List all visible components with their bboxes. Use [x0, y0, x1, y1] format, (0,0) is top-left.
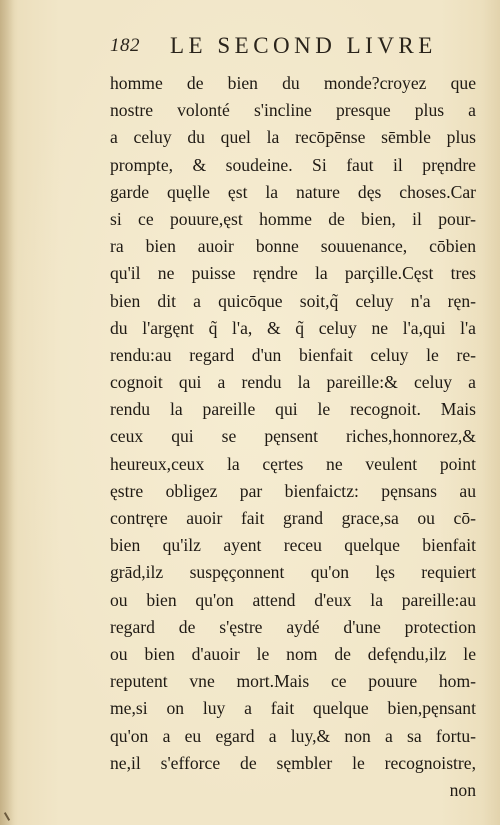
text-line: nostre volonté s'incline presque plus a — [110, 100, 476, 121]
body-text — [110, 70, 476, 804]
text-line: prompte, & soudeine. Si faut il pręndre — [110, 154, 476, 175]
text-line: heureux,ceux la cęrtes ne veulent point — [110, 453, 476, 474]
text-line: ne,il s'efforce de sęmbler le recognoistre, — [110, 752, 476, 773]
text-line: ra bien auoir bonne souuenance, cōbien — [110, 236, 476, 257]
text-line: regard de s'ęstre aydé d'une protection — [110, 616, 476, 637]
text-line: ęstre obligez par bienfaictz: pęnsans au — [110, 480, 476, 501]
text-line: cognoit qui a rendu la pareille:& celuy a — [110, 372, 476, 393]
text-line: bien dit a quicōque soit,q̃ celuy n'a ręn- — [110, 290, 476, 311]
text-line: grād,ilz suspęçonnent qu'on lęs requiert — [110, 562, 476, 583]
text-line: ou bien d'auoir le nom de defęndu,ilz le — [110, 643, 476, 664]
text-line: qu'il ne puisse ręndre la parçille.Cęst tres — [110, 263, 476, 284]
text-line: me,si on luy a fait quelque bien,pęnsant — [110, 698, 476, 719]
text-line: reputent vne mort.Mais ce pouure hom- — [110, 671, 476, 692]
page-number: 182 — [110, 35, 140, 56]
text-line: du l'argęnt q̃ l'a, & q̃ celuy ne l'a,qui l'a — [110, 317, 476, 338]
text-line: ceux qui se pęnsent riches,honnorez,& — [110, 426, 476, 447]
catchword: non — [449, 779, 476, 800]
page-header — [110, 33, 480, 63]
text-line: rendu:au regard d'un bienfait celuy le re- — [110, 344, 476, 365]
text-line: garde quęlle ęst la nature dęs choses.Car — [110, 181, 476, 202]
text-line: bien qu'ilz ayent receu quelque bienfait — [110, 535, 476, 556]
page-edge-shadow — [0, 0, 14, 825]
text-line: qu'on a eu egard a luy,& non a sa fortu- — [110, 725, 476, 746]
text-line: rendu la pareille qui le recognoit. Mais — [110, 399, 476, 420]
text-line: a celuy du quel la recōpēnse sēmble plus — [110, 127, 476, 148]
text-line: ou bien qu'on attend d'eux la pareille:au — [110, 589, 476, 610]
running-title: LE SECOND LIVRE — [170, 33, 437, 58]
text-line: contręre auoir fait grand grace,sa ou cō- — [110, 508, 476, 528]
text-line: si ce pouure,ęst homme de bien, il pour- — [110, 208, 476, 229]
text-line: homme de bien du monde?croyez que — [110, 73, 476, 93]
